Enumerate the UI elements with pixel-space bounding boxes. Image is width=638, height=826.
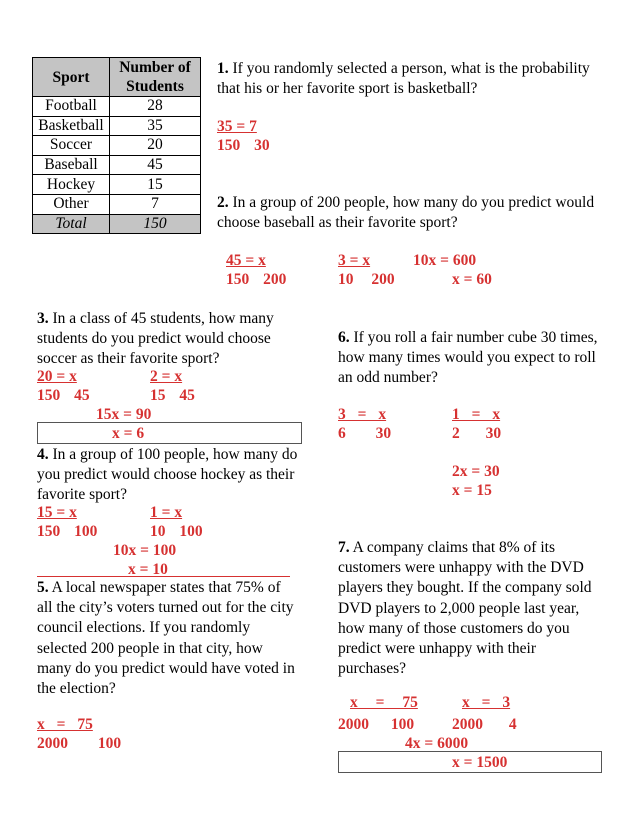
q3-answer-1-top: 20 = x (37, 368, 77, 385)
table-row (33, 116, 201, 136)
table-row (33, 136, 201, 156)
cell-count: 15 (110, 175, 201, 195)
q2-answer-2-top: 3 = x (338, 252, 371, 269)
q4-answer-3: 10x = 100 (113, 542, 177, 559)
q3-answer-2-bottom: 15 45 (150, 387, 195, 404)
question-3 (37, 309, 302, 370)
q2-answer-2-bottom: 10 200 (338, 271, 395, 288)
cell-sport: Hockey (33, 175, 110, 195)
question-2 (217, 193, 607, 233)
cell-sport: Other (33, 194, 110, 214)
q3-answer-1-bottom: 150 45 (37, 387, 90, 404)
q2-answer-1-top: 45 = x (226, 252, 266, 269)
q4-answer-1-bottom: 150 100 (37, 523, 98, 540)
question-4 (37, 445, 302, 506)
q6-answer-1-bottom: 6 30 (338, 425, 392, 442)
question-text: If you roll a fair number cube 30 times, how many times would you expect to roll an odd number? (338, 329, 598, 387)
q7-answer-4: x = 1500 (452, 754, 508, 771)
question-number: 4. (37, 446, 49, 463)
sport-table (32, 57, 201, 234)
question-6 (338, 328, 603, 389)
cell-count: 7 (110, 194, 201, 214)
question-5 (37, 578, 297, 699)
question-text: In a class of 45 students, how many students do you predict would choose soccer as their favorite sport? (37, 310, 274, 368)
table-total-row (33, 214, 201, 234)
question-number: 1. (217, 60, 229, 77)
cell-total-label: Total (33, 214, 110, 234)
question-text: A company claims that 8% of its customers were unhappy with the DVD players they bought. If the company sold DVD players to 2,000 people last year, how many of those customers do you predict were unhappy with their purchases? (338, 539, 592, 678)
question-text: A local newspaper states that 75% of all the city’s voters turned out for the city council elections. If you randomly selected 200 people in that city, how many do you predict would have voted in the election? (37, 579, 295, 698)
q7-answer-1-top: x = 75 (350, 694, 418, 711)
q4-answer-1-top: 15 = x (37, 504, 77, 521)
cell-count: 20 (110, 136, 201, 156)
question-number: 6. (338, 329, 350, 346)
q6-answer-1-top: 3 = x (338, 406, 387, 423)
q3-answer-2-top: 2 = x (150, 368, 183, 385)
table-header-row (33, 58, 201, 97)
q6-answer-4: x = 15 (452, 482, 492, 499)
question-7 (338, 538, 603, 679)
q4-answer-2-top: 1 = x (150, 504, 183, 521)
question-number: 7. (338, 539, 350, 556)
q2-answer-3-bottom: x = 60 (452, 271, 492, 288)
cell-sport: Soccer (33, 136, 110, 156)
question-number: 5. (37, 579, 49, 596)
cell-count: 45 (110, 155, 201, 175)
q7-answer-2-bottom: 2000 4 (452, 716, 517, 733)
q5-answer-1-top: x = 75 (37, 716, 93, 733)
question-1 (217, 59, 612, 99)
table-row (33, 175, 201, 195)
q7-answer-2-top: x = 3 (462, 694, 511, 711)
cell-total-count: 150 (110, 214, 201, 234)
q1-answer-bottom: 150 30 (217, 137, 270, 154)
q7-answer-1-bottom: 2000 100 (338, 716, 415, 733)
question-text: In a group of 100 people, how many do you predict would choose hockey as their favorite sport? (37, 446, 298, 504)
header-sport: Sport (33, 58, 110, 97)
cell-count: 35 (110, 116, 201, 136)
question-text: If you randomly selected a person, what is the probability that his or her favorite sport is basketball? (217, 60, 590, 98)
q3-answer-3: 15x = 90 (96, 406, 152, 423)
cell-sport: Football (33, 97, 110, 117)
q6-answer-2-bottom: 2 30 (452, 425, 502, 442)
cell-count: 28 (110, 97, 201, 117)
q6-answer-2-top: 1 = x (452, 406, 501, 423)
question-text: In a group of 200 people, how many do you predict would choose baseball as their favorite sport? (217, 194, 595, 232)
header-number-of-students: Number of Students (110, 58, 201, 97)
q7-answer-3: 4x = 6000 (405, 735, 469, 752)
q3-answer-4: x = 6 (112, 425, 145, 442)
q4-answer-4: x = 10 (128, 561, 168, 578)
question-number: 3. (37, 310, 49, 327)
table-row (33, 155, 201, 175)
answer-text: 35 = 7 (217, 118, 257, 135)
cell-sport: Baseball (33, 155, 110, 175)
q3-answer-box (37, 422, 302, 444)
q5-answer-1-bottom: 2000 100 (37, 735, 122, 752)
q2-answer-1-bottom: 150 200 (226, 271, 287, 288)
table-row (33, 194, 201, 214)
q1-answer-top (217, 117, 257, 136)
q2-answer-3-top: 10x = 600 (413, 252, 477, 269)
q4-answer-2-bottom: 10 100 (150, 523, 203, 540)
q6-answer-3: 2x = 30 (452, 463, 500, 480)
table-row (33, 97, 201, 117)
question-number: 2. (217, 194, 229, 211)
cell-sport: Basketball (33, 116, 110, 136)
